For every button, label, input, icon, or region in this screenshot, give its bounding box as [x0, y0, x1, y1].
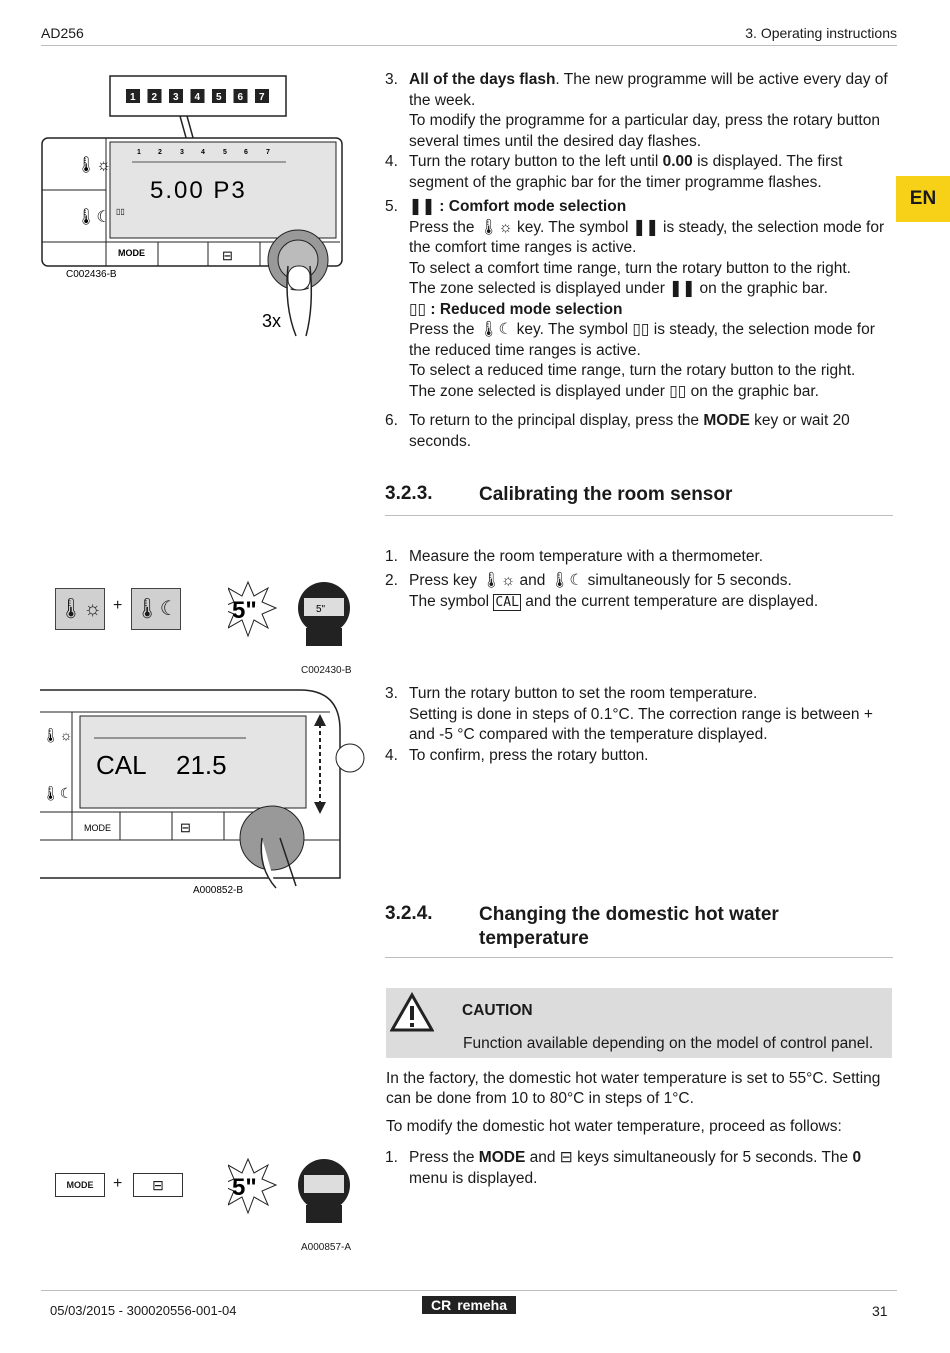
tap-icon: ⊟: [559, 1149, 573, 1166]
fig1-press-count: 3x: [262, 311, 282, 331]
header-rule: [41, 45, 897, 46]
day-label: 2: [151, 92, 158, 103]
reduced-symbol-icon: ▯▯: [409, 300, 427, 318]
day-label: 4: [194, 92, 201, 103]
cal-symbol: CAL: [495, 594, 519, 610]
svg-text:5: 5: [223, 149, 227, 156]
fig2-plus: +: [113, 597, 123, 614]
step-5: 5. ❚❚ : Comfort mode selection Press the 🌡☼ key. The symbol ❚❚ is steady, the selection mode for the comfort time ranges is active. To select a comfort time range, turn the rotary button to the right. The zone selected is displayed under ❚❚ on the graphic bar. ▯▯ : Reduced mode selection Press the 🌡☾ key. The symbol ▯▯ is steady, the selection mode for the reduced time ranges is active. To select a reduced time range, turn the rotary button to the right. The zone selected is displayed under ▯▯ on the graphic bar.: [385, 198, 885, 400]
fig1-lcd-value: 5.00 P3: [150, 177, 247, 204]
fig2-caption: C002430-B: [301, 665, 352, 676]
chapter-title: 3. Operating instructions: [745, 25, 897, 41]
page-number: 31: [872, 1303, 888, 1319]
calib-step-1: 1. Measure the room temperature with a thermometer.: [385, 548, 764, 565]
fig2-timer-label: 5": [232, 597, 257, 624]
fig4-timer-graphic: [228, 1155, 358, 1225]
fig1-mode-label: MODE: [118, 248, 145, 258]
dhw-step-1: 1. Press the MODE and ⊟ keys simultaneously for 5 seconds. The 0 menu is displayed.: [385, 1149, 862, 1187]
figure-programming-display: [40, 70, 370, 340]
caution-box: [386, 988, 892, 1058]
dhw-paragraph-1: In the factory, the domestic hot water temperature is set to 55°C. Setting can be done from 10 to 80°C in steps of 1°C.: [386, 1070, 881, 1107]
svg-text:6: 6: [244, 149, 248, 156]
comfort-key: 🌡☼: [55, 588, 105, 630]
caution-text: Function available depending on the model of control panel.: [463, 1035, 874, 1052]
remeha-logo: CR remeha: [422, 1296, 516, 1314]
reduced-key: 🌡☾: [131, 588, 181, 630]
day-label: 7: [259, 92, 265, 103]
svg-text:1: 1: [137, 149, 141, 156]
fig4-timer-label: 5": [232, 1174, 257, 1201]
svg-text:2: 2: [158, 149, 162, 156]
svg-text:🌡☾: 🌡☾: [42, 785, 73, 801]
fig3-lcd-value: 21.5: [176, 750, 227, 780]
reduced-key-icon: 🌡☾: [76, 209, 111, 226]
step-3: 3. All of the days flash. The new programme will be active every day of the week. To modify the programme for a particular day, press the rotary button several times until the desired day flashes.: [385, 71, 888, 150]
calib-step-2: 2. Press key 🌡☼ and 🌡☾ simultaneously for 5 seconds. The symbol CAL and the current temperature are displayed.: [385, 572, 819, 610]
comfort-key-icon: 🌡☼: [76, 157, 111, 174]
calib-step-4: 4. To confirm, press the rotary button.: [385, 747, 649, 764]
warning-icon: [390, 992, 434, 1032]
day-label: 3: [173, 92, 179, 103]
fig4-caption: A000857-A: [301, 1242, 352, 1253]
step-6: 6. To return to the principal display, press the MODE key or wait 20 seconds.: [385, 412, 850, 450]
dhw-paragraph-2: To modify the domestic hot water temperature, proceed as follows:: [386, 1118, 842, 1135]
caution-title: CAUTION: [462, 1002, 533, 1019]
fig1-caption: C002436-B: [66, 269, 117, 280]
doc-code: AD256: [41, 25, 84, 41]
day-label: 5: [216, 92, 222, 103]
figure-calibration-display: [40, 688, 370, 900]
fig3-lcd-cal: CAL: [96, 750, 147, 780]
calib-step-3: 3. Turn the rotary button to set the room temperature. Setting is done in steps of 0.1°C. The correction range is between + and -5 °C compared with the temperature displayed.: [385, 685, 873, 743]
reduced-key-icon: 🌡☾: [478, 321, 513, 338]
svg-text:🌡☼: 🌡☼: [42, 727, 73, 743]
tap-icon: ⊟: [152, 1177, 164, 1193]
mode-key: MODE: [55, 1173, 105, 1197]
comfort-key-icon: 🌡☼: [478, 218, 513, 236]
language-tab: EN: [896, 176, 950, 222]
svg-text:5": 5": [316, 604, 326, 615]
fig3-mode-label: MODE: [84, 823, 111, 833]
step-4: 4. Turn the rotary button to the left until 0.00 is displayed. The first segment of the graphic bar for the timer programme flashes.: [385, 153, 843, 191]
svg-text:7: 7: [266, 149, 270, 156]
fig2-timer-graphic: [228, 578, 358, 648]
footer-doc-info: 05/03/2015 - 300020556-001-04: [50, 1303, 237, 1318]
dhw-key: [133, 1173, 183, 1197]
day-label: 1: [130, 92, 136, 103]
section-heading-324: 3.2.4. Changing the domestic hot water temperature: [385, 903, 893, 958]
svg-text:⊟: ⊟: [222, 248, 233, 263]
fig3-caption: A000852-B: [193, 885, 244, 896]
svg-text:4: 4: [201, 149, 205, 156]
svg-text:⊟: ⊟: [180, 820, 191, 835]
fig4-plus: +: [113, 1175, 123, 1192]
svg-text:3: 3: [180, 149, 184, 156]
footer-rule: [41, 1290, 897, 1291]
section-heading-323: 3.2.3. Calibrating the room sensor: [385, 483, 893, 516]
reduced-symbol: ▯▯: [116, 207, 125, 216]
day-label: 6: [237, 92, 244, 103]
